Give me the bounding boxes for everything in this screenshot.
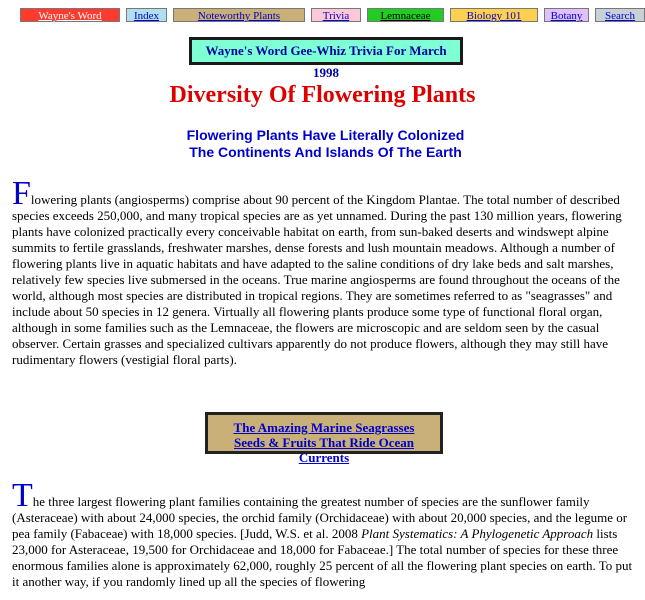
page-subtitle [0,127,645,161]
drop-cap-f: F [12,175,31,212]
nav-lemnaceae[interactable]: Lemnaceae [367,8,444,22]
nav-trivia[interactable]: Trivia [311,8,361,22]
subtitle-line-1: Flowering Plants Have Literally Colonized [186,127,465,143]
families-paragraph [12,477,640,590]
families-text-a: he three largest flowering plant families containing the greatest number of species are the sunflower family (Asteraceae) with about 24,000 species, the orchid family (Orchidaceae) with about 20,000 species, and the legume or pea family (Fabaceae) with 18,000 species. [Judd, W.S. et al. 2008 [12,494,628,541]
nav-botany[interactable]: Botany [544,8,589,22]
intro-paragraph [12,175,640,368]
link-seeds-fruits-ocean[interactable]: Seeds & Fruits That Ride Ocean Currents [234,435,414,465]
subtitle-line-2: The Continents And Islands Of The Earth [189,144,462,160]
drop-cap-t: T [12,477,33,514]
families-text-b: lists 23,000 for Asteraceae, 19,500 for Orchidaceae and 18,000 for Fabaceae.] The total number of species for these three enormous families alone is approximately 62,000, roughly 25 percent of all the flowering plant species on earth. To put it another way, if you randomly lined up all the species of flowering [12,526,633,589]
page-title: Diversity Of Flowering Plants [169,82,476,108]
top-nav [20,8,645,22]
trivia-banner: Wayne's Word Gee-Whiz Trivia For March 1998 [189,37,463,65]
link-marine-seagrasses[interactable]: The Amazing Marine Seagrasses [233,420,415,435]
nav-noteworthy-plants[interactable]: Noteworthy Plants [173,8,305,22]
related-links-box [205,412,443,465]
nav-biology-101[interactable]: Biology 101 [450,8,538,22]
nav-index[interactable]: Index [126,8,167,22]
intro-text: lowering plants (angiosperms) comprise about 90 percent of the Kingdom Plantae. The total number of described species exceeds 250,000, and many tropical species are as yet unnamed. During the past 130 million years, flowering plants have colonized practically every conceivable habitat on earth, from sun-baked deserts and windswept alpine summits to fertile grasslands, freshwater marshes, dense forests and lush mountain meadows. Although a number of flowering plants live in aquatic habitats and have adapted to the saline conditions of dry lake beds and salt marshes, relatively few species live submersed in the oceans. True marine angiosperms are found throughout the oceans of the world, although most species are distributed in tropical regions. They are sometimes referred to as "seagrasses" and include about 50 species in 12 genera. Virtually all flowering plants produce some type of functional floral organ, although in some families such as the Lemnaceae, the flowers are microscopic and are seldom seen by the casual observer. Certain grasses and specialized cultivars apparently do not produce flowers, although they may still have rudimentary flowers (vestigial floral parts). [12,192,622,367]
nav-waynes-word[interactable]: Wayne's Word [20,8,120,22]
nav-search[interactable]: Search [595,8,645,22]
book-title: Plant Systematics: A Phylogenetic Approach [361,526,594,541]
